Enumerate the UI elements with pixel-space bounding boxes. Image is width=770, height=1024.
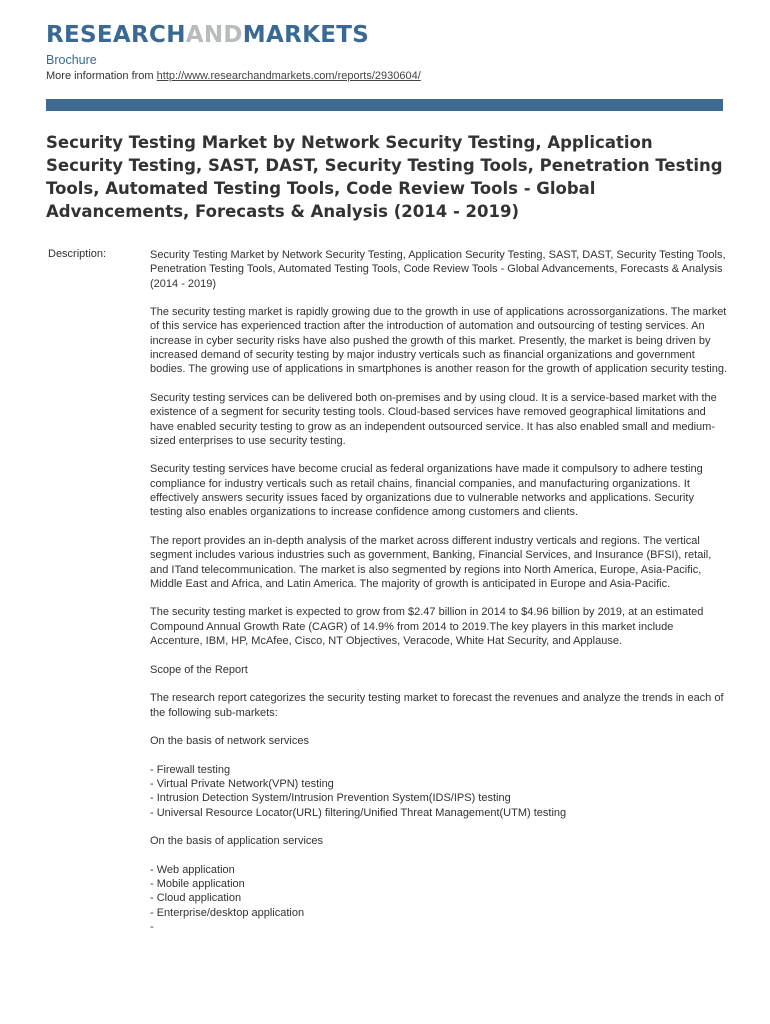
paragraph: Security testing services can be delivered both on-premises and by using cloud. It is a service-based market with the existence of a segment for security testing tools. Cloud-based services have removed geographical limitations and have enabled security testing to grow as an independent outsourced service. It has also enabled small and medium-sized enterprises to use security testing. bbox=[150, 391, 717, 447]
list-item: - Enterprise/desktop application bbox=[150, 906, 305, 919]
list-item: - bbox=[150, 920, 154, 933]
paragraph: The security testing market is expected to grow from $2.47 billion in 2014 to $4.96 billion by 2019, at an estimated Compound Annual Growth Rate (CAGR) of 14.9% from 2014 to 2019.The key players in this market include Accenture, IBM, HP, McAfee, Cisco, NT Objectives, Veracode, White Hat Security, and Applause. bbox=[150, 606, 704, 648]
network-heading: On the basis of network services bbox=[150, 735, 309, 748]
description-label: Description: bbox=[48, 248, 107, 260]
list-item: - Mobile application bbox=[150, 878, 245, 891]
paragraph: The research report categorizes the security testing market to forecast the revenues and analyze the trends in each of the following sub-markets: bbox=[150, 692, 724, 719]
paragraph: Security testing services have become crucial as federal organizations have made it compulsory to adhere testing compliance for industry verticals such as retail chains, financial companies, and manufacturing organizations. It effectively answers security issues faced by organizations due to vulnerable networks and applications. Security testing also enables organizations to increase confidence among customers and clients. bbox=[150, 463, 703, 519]
list-item: - Web application bbox=[150, 863, 235, 876]
application-heading: On the basis of application services bbox=[150, 835, 324, 848]
logo-research: RESEARCH bbox=[46, 22, 186, 48]
page-title: Security Testing Market by Network Security Testing, Application Security Testing, SAST, DAST, Security Testing Tools, Penetration Testing Tools, Automated Testing Tools, Code Review Tools - Global Advancements, Forecasts & Analysis (2014 - 2019) bbox=[46, 133, 723, 221]
scope-heading: Scope of the Report bbox=[150, 663, 248, 676]
list-item: - Firewall testing bbox=[150, 763, 231, 776]
more-info-line bbox=[46, 70, 421, 82]
list-item: - Intrusion Detection System/Intrusion Prevention System(IDS/IPS) testing bbox=[150, 792, 511, 805]
logo bbox=[46, 22, 369, 48]
description-content bbox=[150, 248, 728, 949]
paragraph: The report provides an in-depth analysis of the market across different industry verticals and regions. The vertical segment includes various industries such as government, Banking, Financial Services, and Insurance (BFSI), retail, and ITand telecommunication. The market is also segmented by regions into North America, Europe, Asia-Pacific, Middle East and Africa, and Latin America. The majority of growth is anticipated in Europe and Asia-Pacific. bbox=[150, 534, 712, 590]
brochure-label: Brochure bbox=[46, 53, 97, 67]
logo-markets: MARKETS bbox=[242, 22, 370, 48]
list-item: - Virtual Private Network(VPN) testing bbox=[150, 777, 334, 790]
network-list bbox=[150, 763, 728, 820]
paragraph: The security testing market is rapidly growing due to the growth in use of applications acrossorganizations. The market of this service has experienced traction after the introduction of automation and outsourcing of testing services. An increase in cyber security risks have also pushed the growth of this market. Presently, the market is being driven by increased demand of security testing by major industry verticals such as financial organizations and government bodies. The growing use of applications in smartphones is another reason for the growth of application security testing. bbox=[150, 306, 728, 376]
more-info-label: More information from bbox=[46, 70, 157, 82]
logo-and: AND bbox=[185, 22, 243, 48]
paragraph: Security Testing Market by Network Security Testing, Application Security Testing, SAST, DAST, Security Testing Tools, Penetration Testing Tools, Automated Testing Tools, Code Review Tools - Global Advancements, Forecasts & Analysis (2014 - 2019) bbox=[150, 249, 726, 290]
list-item: - Cloud application bbox=[150, 892, 242, 905]
list-item: - Universal Resource Locator(URL) filtering/Unified Threat Management(UTM) testing bbox=[150, 806, 567, 819]
report-link[interactable]: http://www.researchandmarkets.com/reports/2930604/ bbox=[156, 70, 421, 82]
application-list bbox=[150, 863, 728, 934]
header-divider-bar bbox=[46, 99, 723, 111]
